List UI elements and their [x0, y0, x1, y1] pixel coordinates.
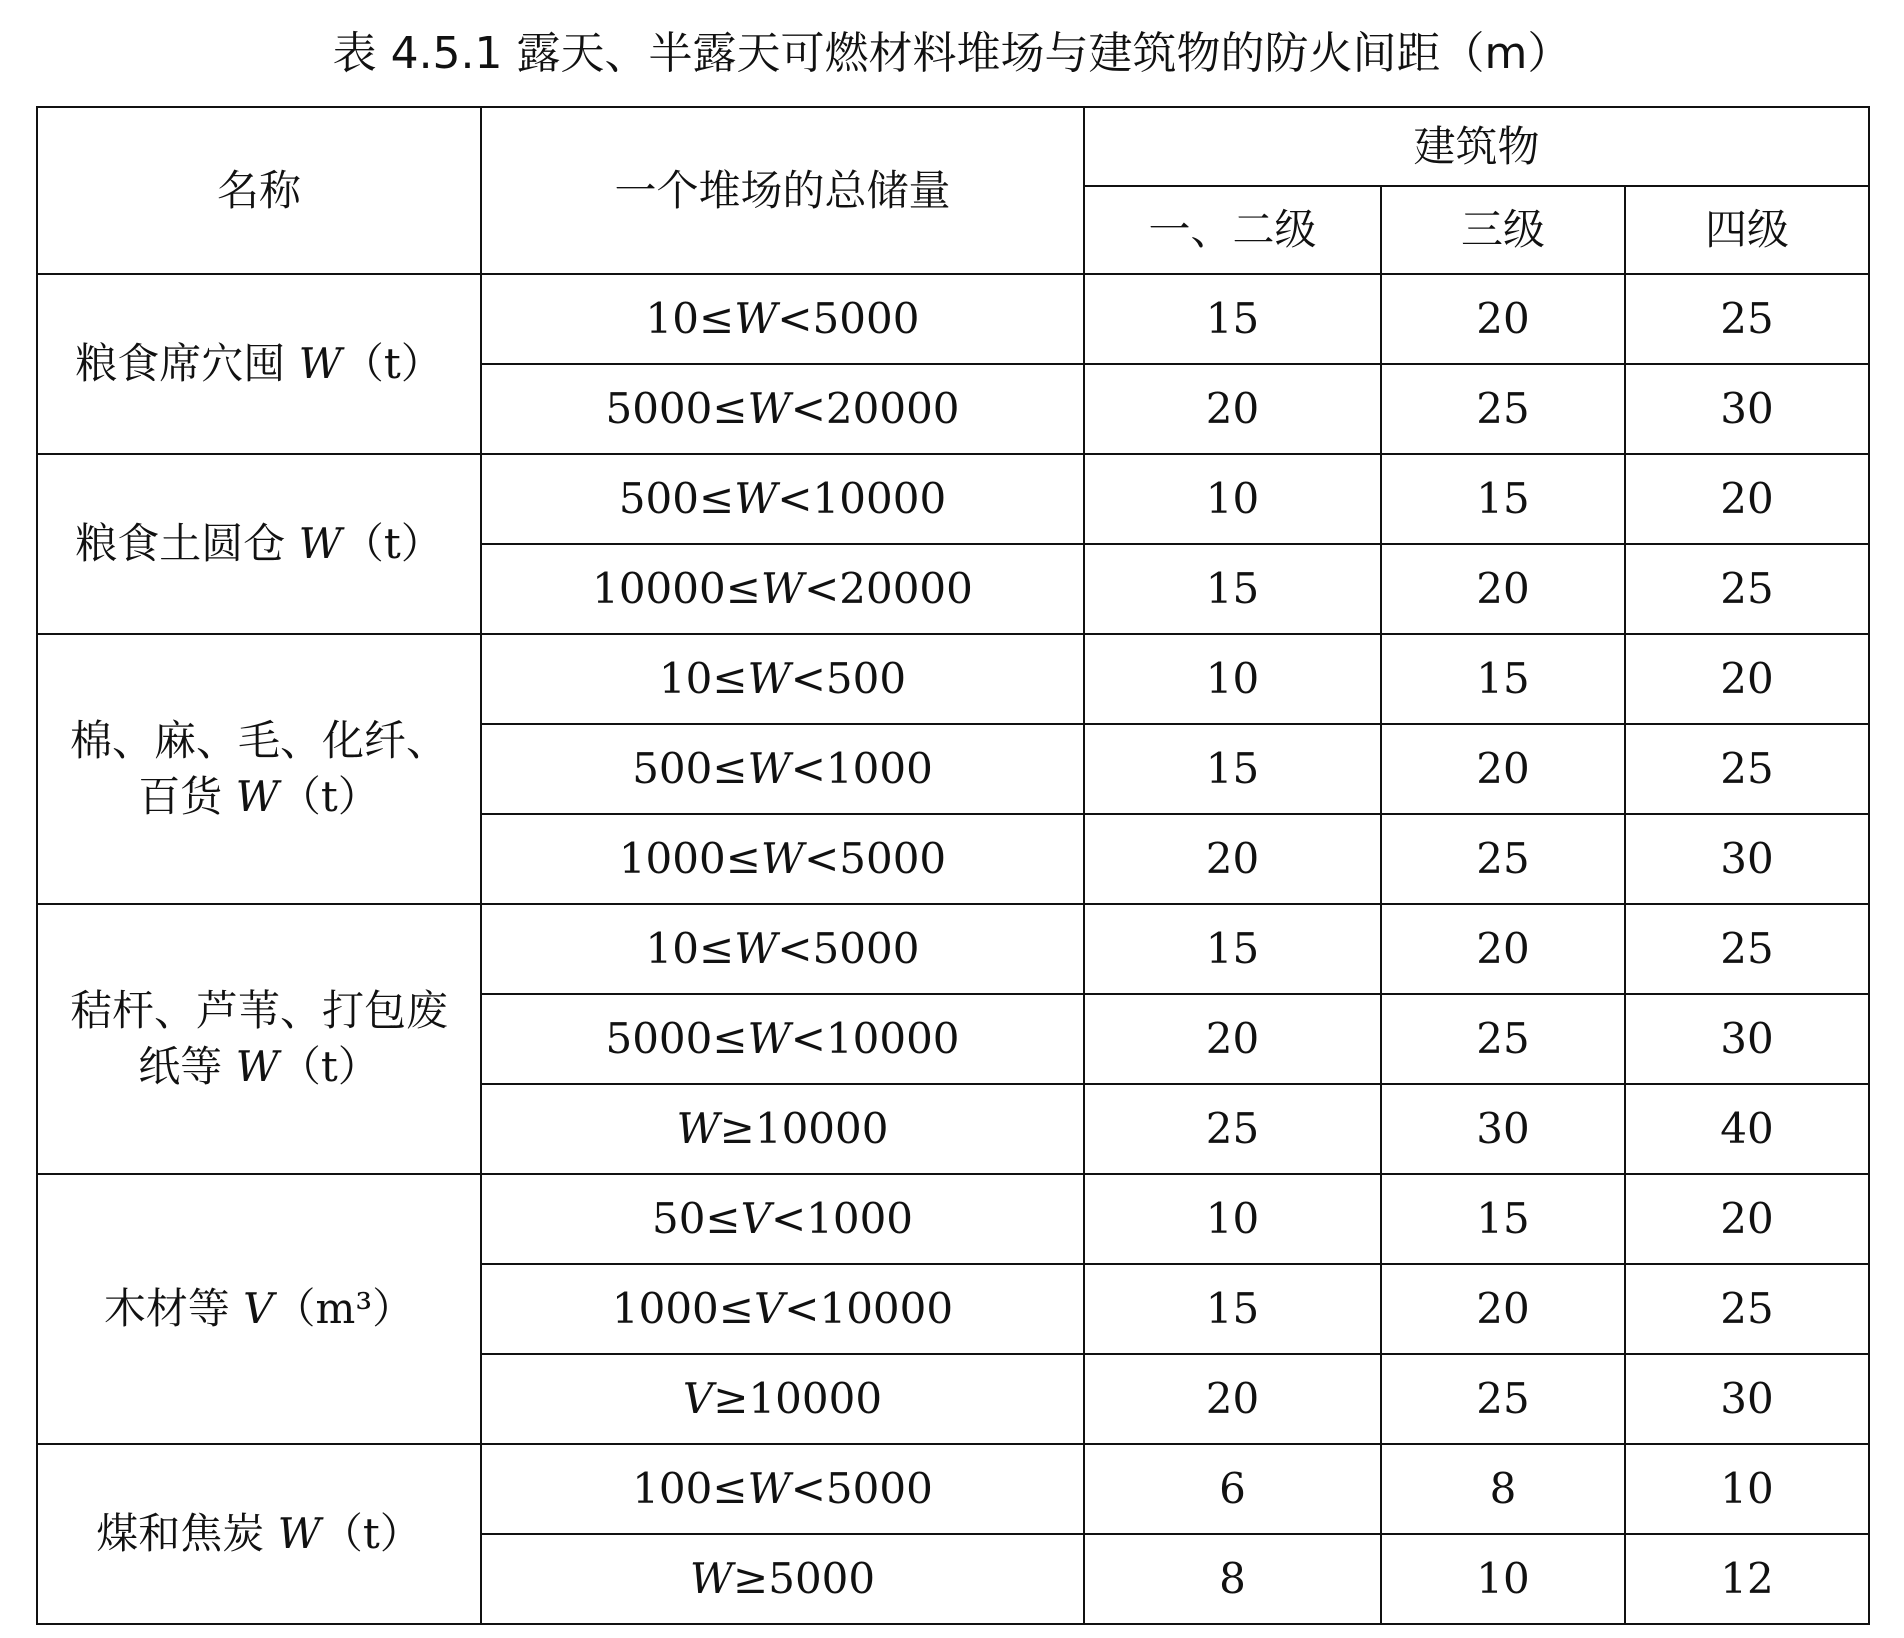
- header-building: 建筑物: [1084, 107, 1869, 186]
- distance-grade-1-2-cell: 20: [1084, 1354, 1381, 1444]
- distance-grade-4-cell: 25: [1625, 544, 1869, 634]
- distance-grade-1-2-cell: 15: [1084, 544, 1381, 634]
- material-name-line: 纸等 W（t）: [138, 1042, 380, 1091]
- storage-range-cell: 5000≤W<10000: [481, 994, 1084, 1084]
- table-row: [37, 454, 1869, 544]
- distance-grade-3-cell: 10: [1381, 1534, 1625, 1624]
- table-row: [37, 904, 1869, 994]
- distance-grade-4-cell: 20: [1625, 634, 1869, 724]
- material-name-line: 棉、麻、毛、化纤、: [69, 716, 448, 765]
- distance-grade-4-cell: 20: [1625, 454, 1869, 544]
- storage-range-cell: 1000≤V<10000: [481, 1264, 1084, 1354]
- storage-range-cell: 1000≤W<5000: [481, 814, 1084, 904]
- material-name-line: 木材等 V（m³）: [103, 1284, 415, 1333]
- distance-grade-4-cell: 12: [1625, 1534, 1869, 1624]
- table-row: [37, 634, 1869, 724]
- material-name-line: 粮食席穴囤 W（t）: [75, 339, 443, 388]
- material-name-cell: [37, 1174, 481, 1444]
- distance-grade-3-cell: 15: [1381, 454, 1625, 544]
- material-name-cell: [37, 454, 481, 634]
- storage-range-cell: 10≤W<500: [481, 634, 1084, 724]
- storage-range-cell: 10≤W<5000: [481, 904, 1084, 994]
- distance-grade-4-cell: 10: [1625, 1444, 1869, 1534]
- distance-grade-3-cell: 30: [1381, 1084, 1625, 1174]
- storage-range-cell: 50≤V<1000: [481, 1174, 1084, 1264]
- storage-range-cell: 10≤W<5000: [481, 274, 1084, 364]
- distance-grade-1-2-cell: 20: [1084, 814, 1381, 904]
- distance-grade-3-cell: 8: [1381, 1444, 1625, 1534]
- storage-range-cell: W≥5000: [481, 1534, 1084, 1624]
- material-name-cell: [37, 904, 481, 1174]
- distance-grade-4-cell: 20: [1625, 1174, 1869, 1264]
- distance-grade-3-cell: 20: [1381, 274, 1625, 364]
- distance-grade-4-cell: 25: [1625, 1264, 1869, 1354]
- distance-grade-1-2-cell: 20: [1084, 364, 1381, 454]
- header-row: [37, 107, 1869, 186]
- distance-grade-4-cell: 30: [1625, 994, 1869, 1084]
- distance-grade-1-2-cell: 20: [1084, 994, 1381, 1084]
- distance-grade-4-cell: 25: [1625, 904, 1869, 994]
- distance-grade-4-cell: 30: [1625, 1354, 1869, 1444]
- header-grade-4: 四级: [1625, 186, 1869, 274]
- material-name-cell: [37, 274, 481, 454]
- distance-grade-1-2-cell: 10: [1084, 454, 1381, 544]
- fire-distance-table: [36, 106, 1870, 1625]
- storage-range-cell: 500≤W<1000: [481, 724, 1084, 814]
- distance-grade-4-cell: 40: [1625, 1084, 1869, 1174]
- distance-grade-3-cell: 20: [1381, 544, 1625, 634]
- material-name-line: 粮食土圆仓 W（t）: [75, 519, 443, 568]
- storage-range-cell: W≥10000: [481, 1084, 1084, 1174]
- distance-grade-1-2-cell: 10: [1084, 634, 1381, 724]
- table-body: [37, 274, 1869, 1624]
- material-name-cell: [37, 634, 481, 904]
- table-title: 表 4.5.1 露天、半露天可燃材料堆场与建筑物的防火间距（m）: [332, 28, 1572, 79]
- distance-grade-3-cell: 15: [1381, 1174, 1625, 1264]
- distance-grade-4-cell: 25: [1625, 724, 1869, 814]
- storage-range-cell: 100≤W<5000: [481, 1444, 1084, 1534]
- distance-grade-3-cell: 25: [1381, 814, 1625, 904]
- distance-grade-1-2-cell: 8: [1084, 1534, 1381, 1624]
- distance-grade-4-cell: 25: [1625, 274, 1869, 364]
- distance-grade-3-cell: 25: [1381, 1354, 1625, 1444]
- distance-grade-3-cell: 20: [1381, 1264, 1625, 1354]
- distance-grade-3-cell: 20: [1381, 724, 1625, 814]
- storage-range-cell: 5000≤W<20000: [481, 364, 1084, 454]
- distance-grade-3-cell: 25: [1381, 994, 1625, 1084]
- storage-range-cell: 500≤W<10000: [481, 454, 1084, 544]
- distance-grade-4-cell: 30: [1625, 364, 1869, 454]
- distance-grade-3-cell: 20: [1381, 904, 1625, 994]
- distance-grade-1-2-cell: 10: [1084, 1174, 1381, 1264]
- material-name-line: 秸杆、芦苇、打包废: [69, 986, 448, 1035]
- storage-range-cell: 10000≤W<20000: [481, 544, 1084, 634]
- material-name-line: 百货 W（t）: [138, 772, 380, 821]
- material-name-cell: [37, 1444, 481, 1624]
- header-grade-3: 三级: [1381, 186, 1625, 274]
- header-storage: 一个堆场的总储量: [481, 107, 1084, 274]
- distance-grade-1-2-cell: 25: [1084, 1084, 1381, 1174]
- header-grade-1-2: 一、二级: [1084, 186, 1381, 274]
- distance-grade-4-cell: 30: [1625, 814, 1869, 904]
- table-row: [37, 1174, 1869, 1264]
- distance-grade-1-2-cell: 15: [1084, 724, 1381, 814]
- distance-grade-3-cell: 25: [1381, 364, 1625, 454]
- table-row: [37, 1444, 1869, 1534]
- header-name: 名称: [37, 107, 481, 274]
- storage-range-cell: V≥10000: [481, 1354, 1084, 1444]
- distance-grade-1-2-cell: 6: [1084, 1444, 1381, 1534]
- distance-grade-3-cell: 15: [1381, 634, 1625, 724]
- distance-grade-1-2-cell: 15: [1084, 904, 1381, 994]
- table-row: [37, 274, 1869, 364]
- distance-grade-1-2-cell: 15: [1084, 1264, 1381, 1354]
- material-name-line: 煤和焦炭 W（t）: [96, 1509, 422, 1558]
- distance-grade-1-2-cell: 15: [1084, 274, 1381, 364]
